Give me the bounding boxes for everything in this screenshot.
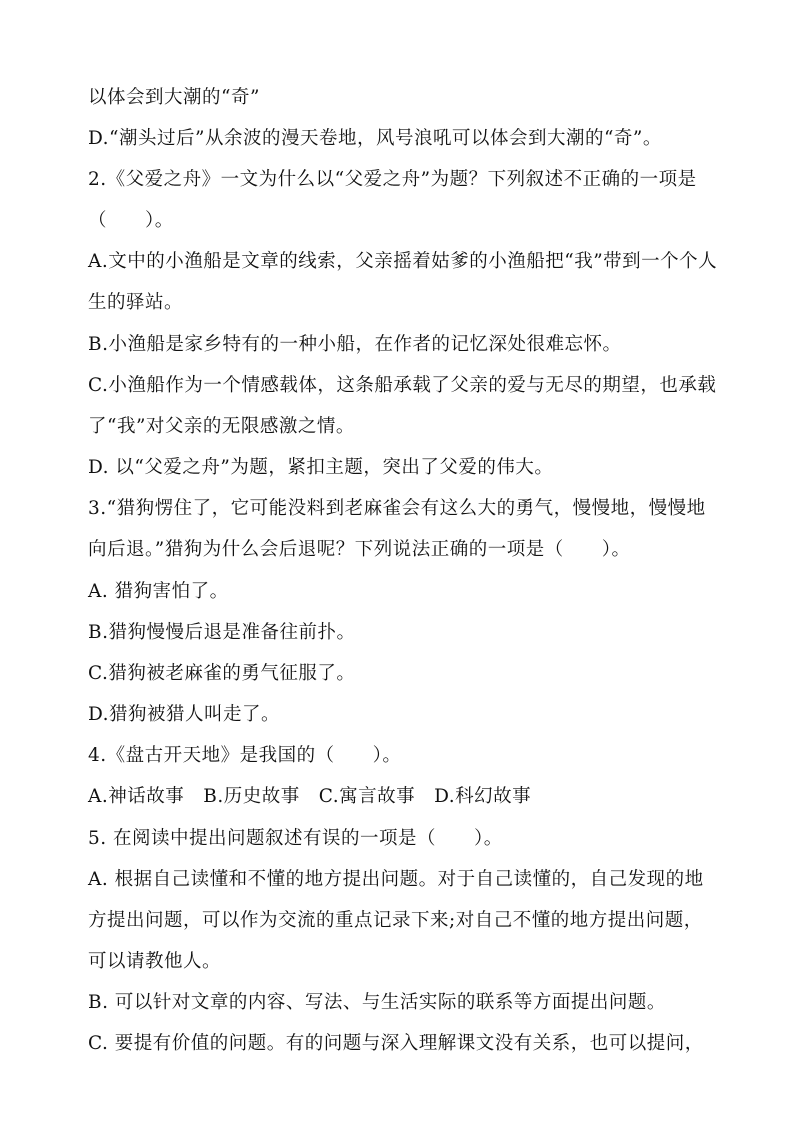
text-line: B.猎狗慢慢后退是准备往前扑。 <box>88 622 356 643</box>
text-line: B.小渔船是家乡特有的一种小船，在作者的记忆深处很难忘怀。 <box>88 334 622 355</box>
text-line: A. 猎狗害怕了。 <box>88 581 229 602</box>
text-line: 了“我”对父亲的无限感激之情。 <box>88 416 355 437</box>
text-line: 4.《盘古开天地》是我国的（ ）。 <box>88 745 402 766</box>
text-line: 3.“猎狗愣住了，它可能没料到老麻雀会有这么大的勇气，慢慢地，慢慢地 <box>88 498 706 519</box>
text-line: 可以请教他人。 <box>88 951 222 972</box>
text-line: 5. 在阅读中提出问题叙述有误的一项是（ ）。 <box>88 828 503 849</box>
text-line: A.文中的小渔船是文章的线索，父亲摇着姑爹的小渔船把“我”带到一个个人 <box>88 251 718 272</box>
text-line: 向后退。”猎狗为什么会后退呢？下列说法正确的一项是（ ）。 <box>88 539 631 560</box>
text-line: B. 可以针对文章的内容、写法、与生活实际的联系等方面提出问题。 <box>88 992 666 1013</box>
text-line: 生的驿站。 <box>88 292 184 313</box>
text-line: 以体会到大潮的“奇” <box>88 87 260 108</box>
text-line: （ ）。 <box>88 210 174 231</box>
text-line: A. 根据自己读懂和不懂的地方提出问题。对于自己读懂的，自己发现的地 <box>88 869 704 890</box>
text-line: D. 以“父爱之舟”为题，紧扣主题，突出了父爱的伟大。 <box>88 457 554 478</box>
text-line: D.猎狗被猎人叫走了。 <box>88 704 281 725</box>
text-line: 方提出问题，可以作为交流的重点记录下来;对自己不懂的地方提出问题， <box>88 910 703 931</box>
text-line: C.小渔船作为一个情感载体，这条船承载了父亲的爱与无尽的期望，也承载 <box>88 375 717 396</box>
text-line: D.“潮头过后”从余波的漫天卷地，风号浪吼可以体会到大潮的“奇”。 <box>88 128 662 149</box>
text-line: 2.《父爱之舟》一文为什么以“父爱之舟”为题？下列叙述不正确的一项是 <box>88 169 697 190</box>
text-line: C. 要提有价值的问题。有的问题与深入理解课文没有关系，也可以提问， <box>88 1033 704 1054</box>
text-line: C.猎狗被老麻雀的勇气征服了。 <box>88 663 356 684</box>
text-line: A.神话故事 B.历史故事 C.寓言故事 D.科幻故事 <box>88 786 532 807</box>
